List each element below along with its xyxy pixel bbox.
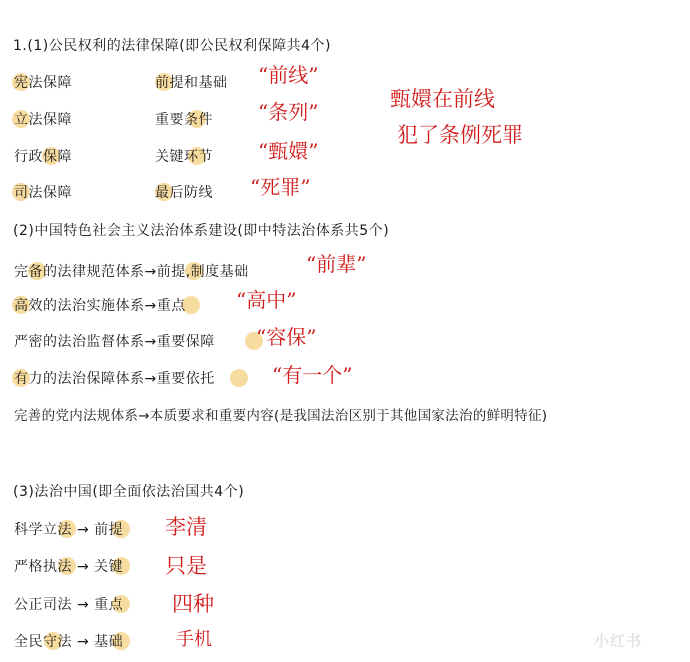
s1-row-right: 最后防线 xyxy=(155,185,213,201)
s2-row: 完善的党内法规体系→本质要求和重要内容(是我国法治区别于其他国家法治的鲜明特征) xyxy=(14,408,548,424)
s2-row: 高效的法治实施体系→重点 xyxy=(14,298,186,314)
section3-heading: (3)法治中国(即全面依法治国共4个) xyxy=(13,484,245,500)
watermark: 小红书 xyxy=(594,632,643,650)
s1-row-note: “条列” xyxy=(258,100,319,124)
s2-row-note: “高中” xyxy=(236,288,297,312)
s2-row-note: “容保” xyxy=(256,325,317,349)
s3-row: 全民守法 → 基础 xyxy=(14,634,124,650)
s2-row-note: “有一个” xyxy=(272,363,353,387)
s1-row-note: “前线” xyxy=(258,63,319,87)
s3-row-note: 李清 xyxy=(165,515,207,539)
highlight-dot xyxy=(230,369,248,387)
s1-row-note: “甄嬛” xyxy=(258,139,319,163)
s3-row: 公正司法 → 重点 xyxy=(14,597,124,613)
s1-row-left: 行政保障 xyxy=(14,149,72,165)
s3-row-note: 手机 xyxy=(176,629,212,650)
s2-row: 严密的法治监督体系→重要保障 xyxy=(14,334,215,350)
s3-row-note: 只是 xyxy=(165,554,207,578)
s1-row-left: 立法保障 xyxy=(14,112,72,128)
s1-row-note: “死罪” xyxy=(250,175,311,199)
s2-row-note: “前辈” xyxy=(306,252,367,276)
s1-row-left: 司法保障 xyxy=(14,185,72,201)
s2-row: 有力的法治保障体系→重要依托 xyxy=(14,371,215,387)
side-note-1: 甄嬛在前线 xyxy=(390,87,495,111)
s1-row-right: 重要条件 xyxy=(155,112,213,128)
s1-row-left: 宪法保障 xyxy=(14,75,72,91)
section2-heading: (2)中国特色社会主义法治体系建设(即中特法治体系共5个) xyxy=(13,223,390,239)
s1-row-right: 前提和基础 xyxy=(155,75,228,91)
s3-row: 严格执法 → 关键 xyxy=(14,559,124,575)
s1-row-right: 关键环节 xyxy=(155,149,213,165)
s3-row: 科学立法 → 前提 xyxy=(14,522,124,538)
s2-row: 完备的法律规范体系→前提,制度基础 xyxy=(14,264,249,280)
section1-heading: 1.(1)公民权利的法律保障(即公民权利保障共4个) xyxy=(13,38,332,54)
s3-row-note: 四种 xyxy=(172,592,214,616)
side-note-2: 犯了条例死罪 xyxy=(397,123,523,147)
